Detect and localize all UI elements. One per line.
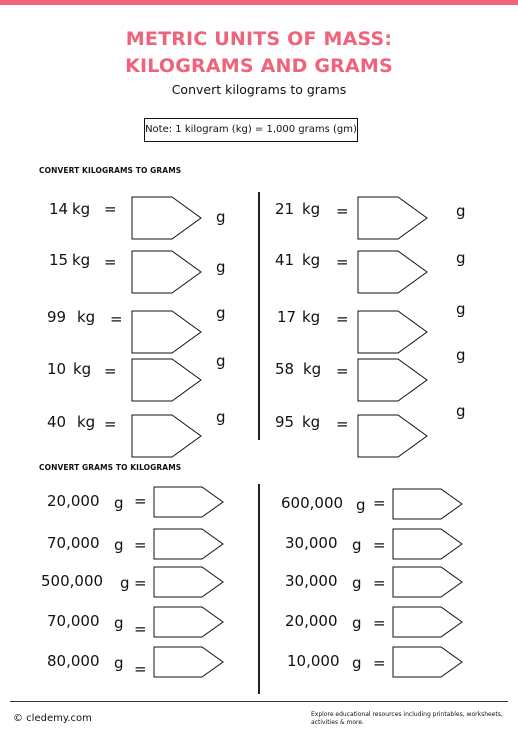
equals-sign: = xyxy=(104,253,117,271)
value-text: 41 xyxy=(275,251,295,269)
footer-divider xyxy=(10,701,508,702)
answer-box[interactable] xyxy=(153,646,225,678)
unit-text: g xyxy=(352,654,362,672)
answer-box[interactable] xyxy=(357,310,429,354)
value-text: 20,000 xyxy=(285,612,338,630)
value-text: 40 xyxy=(47,413,67,431)
answer-box[interactable] xyxy=(357,250,429,294)
answer-box[interactable] xyxy=(392,606,464,638)
answer-unit: g xyxy=(216,258,226,276)
value-text: 17 xyxy=(277,308,297,326)
unit-text: kg xyxy=(73,360,92,378)
equals-sign: = xyxy=(373,536,386,554)
answer-unit: g xyxy=(216,352,226,370)
unit-text: g xyxy=(352,614,362,632)
answer-box[interactable] xyxy=(392,646,464,678)
value-text: 10 xyxy=(47,360,67,378)
answer-box[interactable] xyxy=(153,566,225,598)
value-text: 30,000 xyxy=(285,572,338,590)
equals-sign: = xyxy=(336,253,349,271)
equals-sign: = xyxy=(373,614,386,632)
value-text: 21 xyxy=(275,200,295,218)
answer-box[interactable] xyxy=(153,486,225,518)
value-text: 30,000 xyxy=(285,534,338,552)
equals-sign: = xyxy=(104,362,117,380)
answer-unit: g xyxy=(216,304,226,322)
answer-box[interactable] xyxy=(131,414,203,458)
answer-unit: g xyxy=(216,408,226,426)
equals-sign: = xyxy=(104,200,117,218)
unit-text: g xyxy=(114,494,124,512)
unit-text: g xyxy=(356,496,366,514)
answer-unit: g xyxy=(456,346,466,364)
answer-unit: g xyxy=(216,208,226,226)
answer-box[interactable] xyxy=(153,606,225,638)
answer-unit: g xyxy=(456,202,466,220)
value-text: 14 xyxy=(49,200,69,218)
unit-text: g xyxy=(114,614,124,632)
section2-heading: CONVERT GRAMS TO KILOGRAMS xyxy=(39,463,182,472)
answer-box[interactable] xyxy=(131,310,203,354)
equals-sign: = xyxy=(110,310,123,328)
answer-unit: g xyxy=(456,300,466,318)
value-text: 70,000 xyxy=(47,534,100,552)
unit-text: g xyxy=(114,654,124,672)
unit-text: kg xyxy=(302,200,321,218)
unit-text: kg xyxy=(302,413,321,431)
unit-text: kg xyxy=(77,413,96,431)
value-text: 600,000 xyxy=(281,494,344,512)
unit-text: kg xyxy=(77,308,96,326)
section1-divider xyxy=(258,192,260,440)
section1-heading: CONVERT KILOGRAMS TO GRAMS xyxy=(39,166,182,175)
value-text: 99 xyxy=(47,308,67,326)
equals-sign: = xyxy=(134,536,147,554)
equals-sign: = xyxy=(373,654,386,672)
equals-sign: = xyxy=(104,415,117,433)
value-text: 15 xyxy=(49,251,69,269)
equals-sign: = xyxy=(336,310,349,328)
unit-text: g xyxy=(114,536,124,554)
equals-sign: = xyxy=(336,415,349,433)
footer-copyright: © cledemy.com xyxy=(13,713,92,724)
value-text: 500,000 xyxy=(41,572,104,590)
unit-text: kg xyxy=(72,200,91,218)
value-text: 20,000 xyxy=(47,492,100,510)
value-text: 95 xyxy=(275,413,295,431)
equals-sign: = xyxy=(336,202,349,220)
equals-sign: = xyxy=(373,574,386,592)
page-subtitle: Convert kilograms to grams xyxy=(171,82,347,97)
unit-text: kg xyxy=(302,251,321,269)
answer-box[interactable] xyxy=(392,528,464,560)
section2-divider xyxy=(258,484,260,694)
unit-text: g xyxy=(352,574,362,592)
unit-text: g xyxy=(352,536,362,554)
unit-text: kg xyxy=(72,251,91,269)
equals-sign: = xyxy=(134,492,147,510)
answer-box[interactable] xyxy=(392,488,464,520)
value-text: 10,000 xyxy=(287,652,340,670)
value-text: 58 xyxy=(275,360,295,378)
equals-sign: = xyxy=(134,574,147,592)
unit-text: kg xyxy=(302,308,321,326)
page-title-line-2: KILOGRAMS AND GRAMS xyxy=(125,55,393,77)
answer-unit: g xyxy=(456,402,466,420)
answer-box[interactable] xyxy=(392,566,464,598)
answer-box[interactable] xyxy=(153,528,225,560)
answer-box[interactable] xyxy=(357,414,429,458)
answer-box[interactable] xyxy=(131,250,203,294)
value-text: 70,000 xyxy=(47,612,100,630)
equals-sign: = xyxy=(373,494,386,512)
value-text: 80,000 xyxy=(47,652,100,670)
unit-text: g xyxy=(120,574,130,592)
equals-sign: = xyxy=(336,362,349,380)
answer-box[interactable] xyxy=(357,358,429,402)
conversion-note: Note: 1 kilogram (kg) = 1,000 grams (gm) xyxy=(144,118,358,142)
answer-box[interactable] xyxy=(131,358,203,402)
answer-box[interactable] xyxy=(131,196,203,240)
equals-sign: = xyxy=(134,660,147,678)
answer-unit: g xyxy=(456,249,466,267)
top-accent-bar xyxy=(0,0,518,5)
unit-text: kg xyxy=(303,360,322,378)
footer-tagline: Explore educational resources including printables, worksheets, activities & more. xyxy=(311,711,503,726)
answer-box[interactable] xyxy=(357,196,429,240)
page-title-line-1: METRIC UNITS OF MASS: xyxy=(125,28,393,50)
equals-sign: = xyxy=(134,620,147,638)
